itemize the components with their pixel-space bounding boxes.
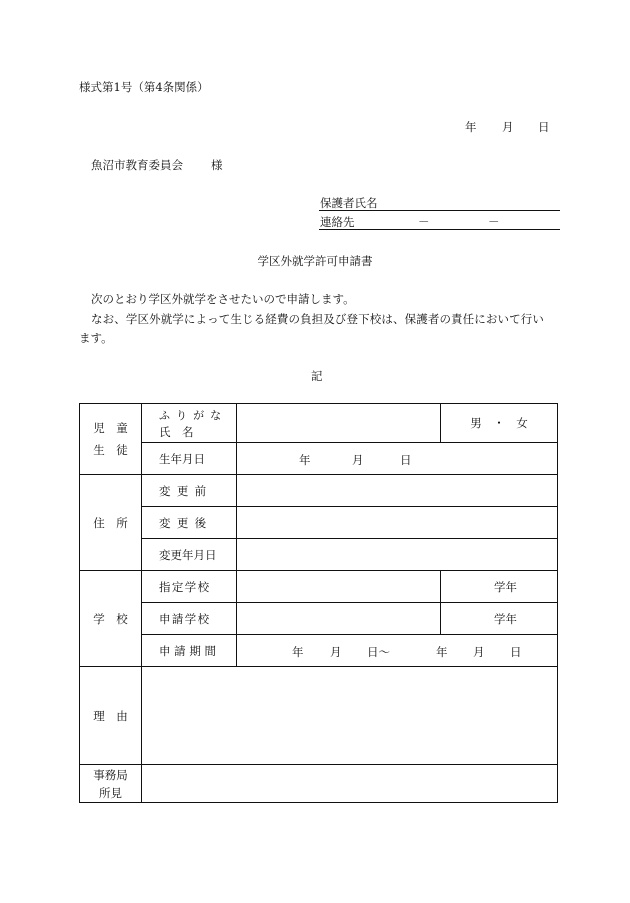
address-after-input[interactable] xyxy=(237,507,558,539)
body-line-3: ます。 xyxy=(79,331,113,345)
period-label-cell xyxy=(142,635,237,667)
office-label-bottom: 所見 xyxy=(99,785,122,800)
office-label-top: 事務局 xyxy=(93,767,128,782)
student-label-bottom: 生 徒 xyxy=(93,443,128,457)
gender-options[interactable]: 男 ・ 女 xyxy=(470,416,528,430)
student-label-cell xyxy=(80,404,142,475)
contact-dash-2: － xyxy=(488,215,500,229)
address-before-input[interactable] xyxy=(237,475,558,507)
requested-school-label-cell xyxy=(142,603,237,635)
requested-grade-label: 学年 xyxy=(494,611,517,626)
designated-school-input[interactable] xyxy=(237,571,441,603)
honorific: 様 xyxy=(211,158,223,172)
address-before-label: 変更前 xyxy=(159,483,213,498)
address-after-label: 変更後 xyxy=(159,515,213,530)
body-line-2: なお、学区外就学によって生じる経費の負担及び登下校は、保護者の責任において行い xyxy=(91,312,544,326)
period-start-year: 年 xyxy=(292,645,304,659)
designated-school-label: 指定学校 xyxy=(159,579,211,594)
date-year-label: 年 xyxy=(465,120,477,134)
reason-input[interactable] xyxy=(142,667,558,765)
birthdate-input[interactable] xyxy=(237,443,558,475)
office-opinion-input[interactable] xyxy=(142,765,558,803)
period-start-month: 月 xyxy=(330,645,342,659)
student-label-top: 児 童 xyxy=(93,421,128,435)
designated-school-label-cell xyxy=(142,571,237,603)
guardian-name-label: 保護者氏名 xyxy=(320,196,378,210)
reason-label-cell xyxy=(80,667,142,765)
requested-grade-cell[interactable] xyxy=(441,603,558,635)
period-end-month: 月 xyxy=(473,645,485,659)
address-label-cell xyxy=(80,475,142,571)
birthdate-label: 生年月日 xyxy=(159,451,205,466)
school-label: 学 校 xyxy=(93,611,128,626)
date-month-label: 月 xyxy=(502,120,514,134)
addressee: 魚沼市教育委員会 xyxy=(91,158,183,172)
gender-cell[interactable] xyxy=(441,404,558,443)
requested-school-input[interactable] xyxy=(237,603,441,635)
body-line-1: 次のとおり学区外就学をさせたいので申請します。 xyxy=(91,292,355,306)
birth-year-label: 年 xyxy=(299,453,311,467)
birth-day-label: 日 xyxy=(400,453,412,467)
designated-grade-cell[interactable] xyxy=(441,571,558,603)
birth-month-label: 月 xyxy=(352,453,364,467)
contact-label: 連絡先 xyxy=(320,215,355,229)
reason-label: 理 由 xyxy=(93,708,128,723)
birthdate-label-cell xyxy=(142,443,237,475)
period-start-day: 日～ xyxy=(367,645,390,659)
furigana-label: ふりがな xyxy=(159,408,228,422)
change-date-label: 変更年月日 xyxy=(159,547,217,562)
change-date-label-cell xyxy=(142,539,237,571)
period-label: 申請期間 xyxy=(159,643,220,658)
school-label-cell xyxy=(80,571,142,667)
period-end-year: 年 xyxy=(436,645,448,659)
name-label: 氏 名 xyxy=(159,424,194,439)
address-label: 住 所 xyxy=(93,515,128,530)
contact-line[interactable] xyxy=(319,212,560,230)
address-after-label-cell xyxy=(142,507,237,539)
period-end-day: 日 xyxy=(510,645,522,659)
student-name-input[interactable] xyxy=(237,404,441,443)
document-title: 学区外就学許可申請書 xyxy=(257,254,373,268)
date-day-label: 日 xyxy=(538,120,550,134)
address-before-label-cell xyxy=(142,475,237,507)
contact-dash-1: － xyxy=(418,215,430,229)
application-table xyxy=(79,403,558,803)
ki-mark: 記 xyxy=(311,369,323,383)
office-label-cell xyxy=(80,765,142,803)
designated-grade-label: 学年 xyxy=(494,579,517,594)
requested-school-label: 申請学校 xyxy=(159,611,211,626)
change-date-input[interactable] xyxy=(237,539,558,571)
period-input[interactable] xyxy=(237,635,558,667)
furigana-name-cell xyxy=(142,404,237,443)
form-number: 様式第1号（第4条関係） xyxy=(79,80,209,94)
guardian-name-line[interactable] xyxy=(319,193,560,211)
